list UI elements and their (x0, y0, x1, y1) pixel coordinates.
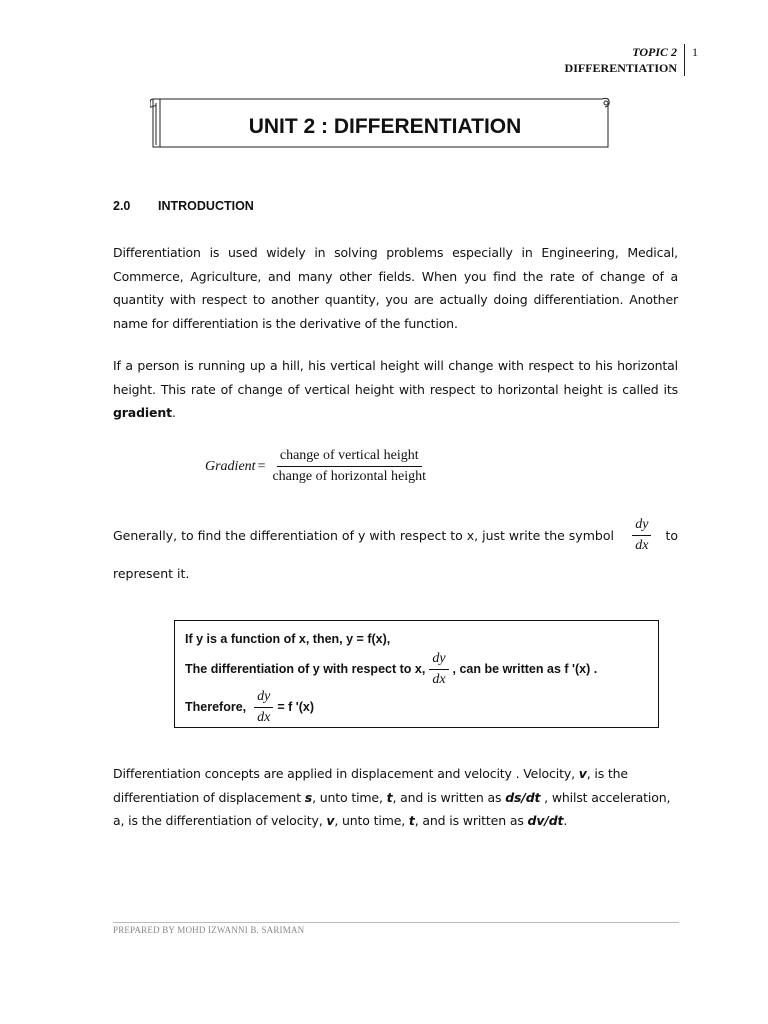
dv-dt-notation: dv/dt (527, 813, 564, 828)
velocity-text-6: , unto time, (334, 813, 409, 828)
symbol-paragraph-text: Generally, to find the differentiation of y with respect to x, just write the symbol (113, 527, 614, 543)
gradient-fraction (269, 448, 429, 485)
unit-title: UNIT 2 : DIFFERENTIATION (248, 115, 522, 138)
velocity-text-5: , whilst acceleration, a, is the differentiation of velocity, (113, 789, 671, 828)
intro-paragraph: Differentiation is used widely in solving problems especially in Engineering, Medical, Commerce, Agriculture, and many other fields. When you find the rate of change of a quantity with respect to another quantity, you are actually doing differentiation. Another name for differentiation is the derivative of the function. (113, 245, 678, 331)
gradient-denominator: change of horizontal height (272, 469, 427, 484)
dx-denominator: dx (635, 537, 649, 553)
time-symbol: t (386, 789, 393, 805)
section-heading (113, 199, 254, 213)
velocity-text-4: , and is written as (392, 789, 506, 805)
formula-equals: = (257, 458, 266, 474)
footer-credit: PREPARED BY MOHD IZWANNI B. SARIMAN (113, 925, 305, 935)
box-dx: dx (432, 671, 446, 687)
box-line-1: If y is a function of x, then, y = f(x), (185, 632, 391, 646)
velocity-text-1: Differentiation concepts are applied in displacement and velocity . Velocity, (113, 766, 579, 781)
section-title: INTRODUCTION (158, 199, 254, 213)
velocity-paragraph (113, 762, 678, 833)
symbol-paragraph-line2: represent it. (113, 566, 190, 581)
ds-dt-notation: ds/dt (505, 789, 541, 805)
velocity-text-8: . (563, 813, 568, 828)
header-subject: DIFFERENTIATION (564, 61, 677, 75)
velocity-symbol-2: v (326, 813, 335, 828)
box-line-3 (185, 688, 648, 726)
velocity-text-3: , unto time, (312, 789, 387, 805)
box-dydx-fraction-2 (254, 689, 273, 726)
formula-lhs: Gradient (205, 458, 256, 474)
velocity-text-2: , is the differentiation of displacement (113, 766, 628, 805)
box-dydx-fraction (429, 651, 448, 688)
box-line-2 (185, 650, 648, 688)
velocity-symbol: v (578, 766, 587, 781)
box-line-3-before: Therefore, (185, 700, 247, 714)
displacement-symbol: s (304, 789, 313, 805)
gradient-paragraph-end: . (171, 405, 176, 420)
box-line-2-after: , can be written as f '(x) . (452, 662, 598, 676)
box-dy: dy (429, 651, 448, 670)
box-dx-2: dx (257, 709, 271, 725)
box-line-3-after: = f '(x) (277, 700, 315, 714)
box-line-2-before: The differentiation of y with respect to x, (185, 662, 426, 676)
dydx-symbol (632, 517, 651, 554)
velocity-text-7: , and is written as (414, 813, 528, 828)
page-header (565, 44, 677, 76)
page-number: 1 (692, 45, 698, 59)
gradient-numerator: change of vertical height (277, 448, 422, 467)
header-divider (684, 44, 685, 76)
symbol-paragraph-after: to (665, 527, 678, 543)
dy-numerator: dy (632, 517, 651, 536)
box-dy-2: dy (254, 689, 273, 708)
section-number: 2.0 (113, 199, 131, 213)
time-symbol-2: t (408, 813, 415, 828)
gradient-formula (205, 448, 429, 485)
gradient-term: gradient (113, 405, 172, 420)
footer-divider (113, 922, 679, 923)
gradient-paragraph (113, 354, 678, 425)
gradient-paragraph-text: If a person is running up a hill, his vertical height will change with respect to his horizontal height. This rate of change of vertical height with respect to horizontal height is called its (113, 358, 678, 397)
symbol-paragraph (113, 515, 678, 581)
header-topic: TOPIC 2 (632, 45, 677, 59)
definition-box (174, 620, 659, 728)
